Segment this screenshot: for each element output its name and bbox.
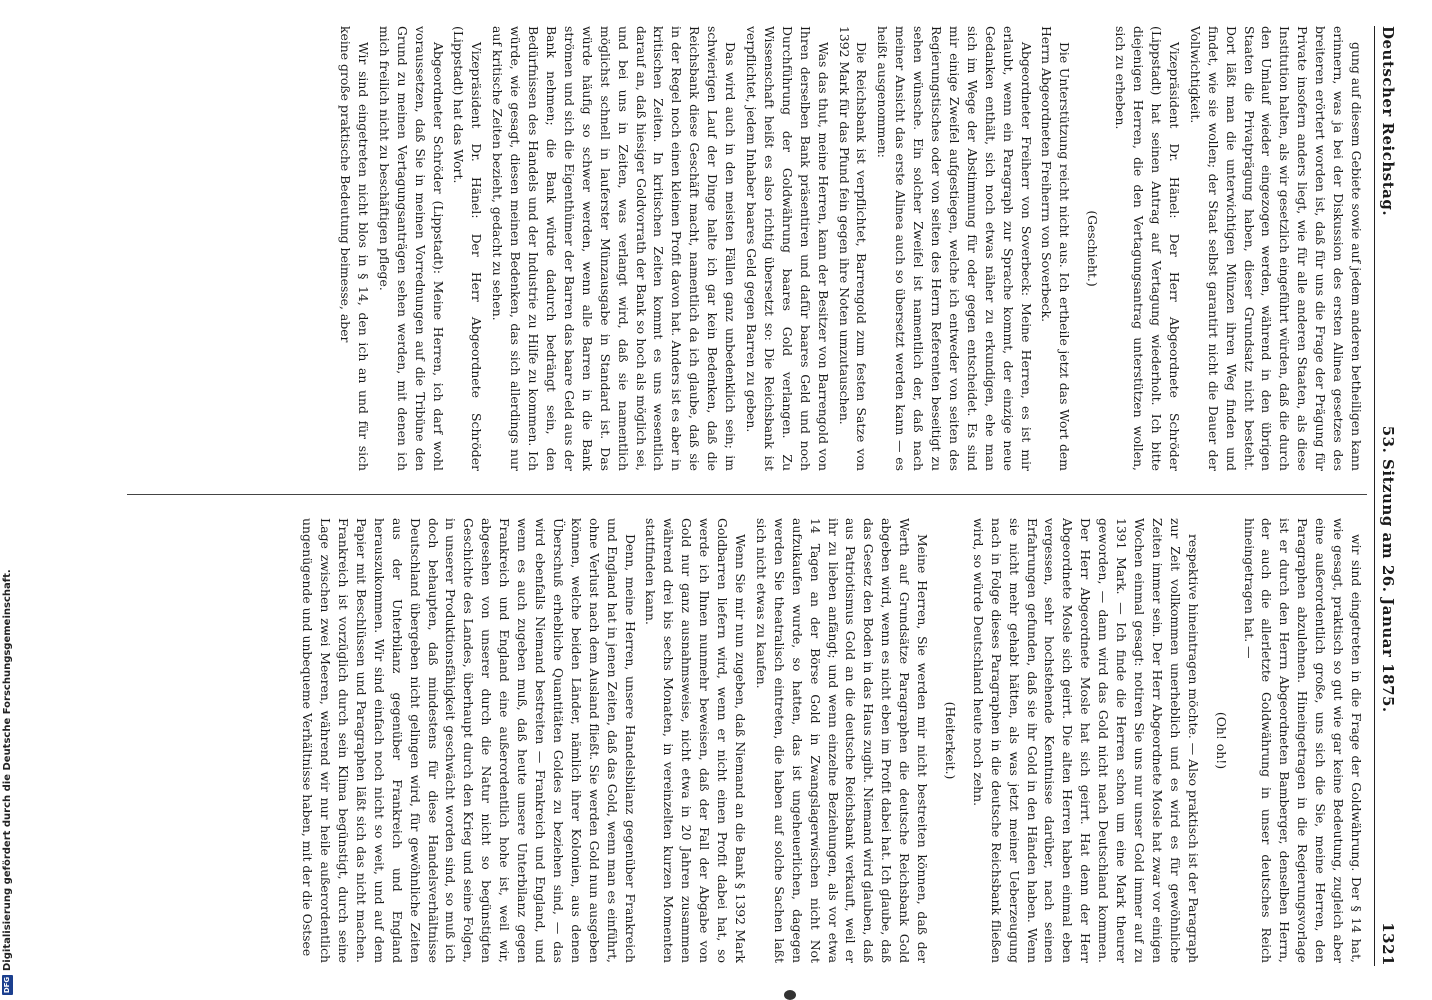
paragraph: Wenn Sie mir nun zugeben, daß Niemand an die Bank § 1392 Mark Goldbarren liefern wird, wenn er nicht einen Profit dabei hat, so werde ich Ihnen nunmehr beweisen, daß der Fall der Abgabe von Gold nur ganz ausnahmsweise, nicht etwa in 20 Jahren zusammen während drei bis sechs Monaten, in vereinzelten kurzen Momenten stattfinden kann. (643, 518, 748, 963)
header-center: 53. Sitzung am 26. Januar 1875. (1379, 425, 1397, 713)
paragraph: Vizepräsident Dr. Hänel: Der Herr Abgeordnete Schröder (Lippstadt) hat seinen Antrag auf Vertagung wiederholt. Ich bitte diejenigen Herren, die den Vertagungsantrag unterstützen wollen, sich zu erheben. (1113, 26, 1182, 471)
header-left: Deutscher Reichstag. (1379, 26, 1397, 217)
header-rule (1374, 26, 1375, 966)
ink-blot (784, 990, 796, 1000)
paragraph: Was das thut, meine Herren, kann der Besitzer von Barrengold von Ihren derselben Bank präsentiren und dafür baares Geld und noch Durchführung der Goldwährung baares Gold verlangen. Zu Wissenschaft heißt es also richtig übersetzt so: Die Reichsbank ist verpflichtet, jedem Inhaber baares Geld gegen Barren zu geben. (744, 26, 831, 471)
paragraph: Vizepräsident Dr. Hänel: Der Herr Abgeordnete Schröder (Lippstadt) hat das Wort. (451, 26, 485, 471)
paragraph: Meine Herren, Sie werden mir nicht bestreiten können, daß der Werth auf Grundsätze Paragraphen die deutsche Reichsbank Gold abgeben wird, wenn es nicht eben im Profit dabei hat. Ich glaube, daß das Gesetz den Boden in das Haus zugibt. Niemand wird glauben, daß aus Patriotismus Gold an die deutsche Reichsbank verkauft, weil er ihr zu lieben anfängt; und wenn einzelne Beziehungen, als vor etwa 14 Tagen an der Börse Gold in Zwangslagerwischen nicht Not aufzukaufen wurde, so hatten, das ist ungeheuerlichen, dagegen werden Sie theatralisch eintreten, die haben auf solche Sachen laßt sich nicht etwas zu kaufen. (753, 518, 931, 963)
rotated-page (105, 26, 1405, 966)
stage-direction: (Heiterkeit.) (942, 701, 958, 780)
paragraph: wir sind eingetreten in die Frage der Goldwährung. Der § 14 hat, wie gesagt, praktisch so gut wie gar keine Bedeutung, zugleich aber eine außerordentlich große, uns sich die Sie, meine Herren, den Paragraphen abzulehnen. Hineingetragen in die Regierungsvorlage ist er durch den Herrn Abgeordneten Bamberger, denselben Herrn, der auch die allerletzte Goldwährung in unser deutsches Reich hineingetragen hat. — (1241, 518, 1364, 963)
dfg-logo-icon: DFG (3, 976, 11, 994)
paragraph: Denn, meine Herren, unsere Handelsbilanz gegenüber Frankreich und England hat in jenen Zeiten, daß das Gold, wenn man es einführt, ohne Verlust nach dem Ausland fließt. Sie werden Gold nun ausgeben können, welche beiden Länder, nämlich ihrer Kolonien, aus denen Überschuß erhebliche Quantitäten Goldes zu beziehen sind, — das wird ebenfalls Niemand bestreiten — Frankreich und England, und wenn es auch zugeben muß, daß heute unsere Unterbilanz gegen Frankreich und England eine außerordentlich hohe ist, weil wir, abgesehen von unserer durch die Natur nicht so begünstigten Geschichte des Landes, überhaupt durch den Krieg und seine Folgen, in unserer Produktionsfähigkeit geschwächt worden sind, so muß ich doch behaupten, daß mindestens für diese Handelsverhältnisse Deutschland übergeben nicht gelingen wird, für gewöhnliche Zeiten aus der Unterbilanz gegenüber Frankreich und England herauszukommen. Wir sind einfach noch nicht so weit, und auf dem Papier mit Beschlüssen und Paragraphen läßt sich das nicht machen. Frankreich ist vorzüglich durch sein Klima begünstigt, durch seine Lage zwischen zwei Meeren, während wir nur heile außerordentlich ungenügende und unbequeme Verhältnisse haben, mit der die Ostsee (300, 518, 638, 963)
paragraph: Die Reichsbank ist verpflichtet, Barrengold zum festen Satze von 1392 Mark für das Pfund fein gegen ihre Noten umzutauschen. (836, 26, 870, 471)
column-divider (127, 494, 1367, 495)
left-column (115, 26, 1365, 471)
credit-line (2, 569, 13, 995)
page-number: 1321 (1379, 922, 1397, 966)
stage-direction: (Oh! oh!) (1213, 711, 1229, 770)
credit-text: Digitalisierung gefördert durch die Deutsche Forschungsgemeinschaft. (2, 569, 13, 971)
paragraph: gung auf diesem Gebiete sowie auf jedem anderen betheiligen kann erinnern, was ja bei der Diskussion des ersten Alinea gesetzes des breiteren erörtert worden ist, daß für uns die Frage der Prägung für Private insofern anders liegt, wie für alle anderen Staaten, als diese Institution halten, als wir gesetzlich eingeführt würden, daß die durch den Umlauf wieder eingezogen werden, während in den übrigen Staaten die Privatprägung haben, dieser Grundsatz nicht besteht. Dort läßt man die unterwichtigen Münzen ihren Weg finden und findet, wie sie wollen; der Staat selbst garantirt nicht die Dauer der Vollwichtigkeit. (1187, 26, 1364, 471)
right-column (115, 518, 1365, 963)
paragraph: Die Unterstützung reicht nicht aus. Ich ertheile jetzt das Wort dem Herrn Abgeordneten Freiherrn von Soverbeck. (1039, 26, 1073, 471)
paragraph: Das wird auch in den meisten Fällen ganz unbedenklich sein; im schwierigen Lauf der Dinge halte ich gar kein Bedenken, daß die Reichsbank diese Geschäft macht, namentlich da ich glaube, daß sie in der Regel noch einen kleinen Profit davon hat. Anders ist es aber in kritischen Zeiten. In kritischen Zeiten kommt es uns wesentlich darauf an, daß hiesiger Goldvorrath der Bank so hoch als möglich sei, und bei uns in Zeiten, was verlangt wird, daß sie namentlich möglichst schnell in lauferster Münzausgabe in Standard ist. Das würde häufig so schwer werden, wenn alle Barren in die Bank strömen und sich die Eigenthümer der Barren das baare Geld aus der Bank nehmen; die Bank würde dadurch bedrängt sein, den Bedürfnissen des Handels und der Industrie zu Hilfe zu kommen. Ich würde, wie gesagt, diesen meinen Bedenken, das sich allerdings nur auf kritische Zeiten bezieht, gedacht zu sehen. (490, 26, 739, 471)
paragraph: Abgeordneter Freiherr von Soverbeck: Meine Herren, es ist mir erlaubt, wenn ein Paragraph zur Sprache kommt, der einzige neue Gedanken enthält, sich noch etwas näher zu erkundigen, ehe man sich im Wege der Abstimmung für oder gegen entscheidet. Es sind mir einige Zweifel aufgestiegen, welche ich entweder von seiten des Regierungstisches oder von seiten des Herrn Referenten beseitigt zu sehen wünsche. Ein solcher Zweifel ist namentlich der, daß nach meiner Ansicht das erste Alinea auch so übersetzt werden kann — es heißt ausgenommen: (875, 26, 1034, 471)
paragraph: Wir sind eingetreten nicht blos in § 14, den ich an und für sich keine große praktische Bedeutung beimesse, aber (338, 26, 371, 471)
stage-direction: (Geschieht.) (1085, 210, 1101, 287)
paragraph: respektive hineintragen möchte. — Also praktisch ist der Paragraph zur Zeit vollkommen unerheblich und es wird es für gewöhnliche Zeiten immer sein. Der Herr Abgeordnete Mosle hat zwar vor einigen Wochen einmal gesagt: notiren Sie uns nur unser Gold immer auf zu 1391 Mark. — Ich finde die Herren schon um eine Mark theurer geworden, — dann wird das Gold nicht nach Deutschland kommen. Der Herr Abgeordnete Mosle hat sich geirrt. Hat denn der Herr Abgeordnete Mosle sich geirrt. Die alten Herren haben einmal eben vergessen, sehr hochstehende Kenntnisse darüber, nach seinen Erfahrungen gefunden, daß sie ihr Gold in den Händen haben. Wenn sie nicht mehr gehabt hätten, als was jetzt meiner Ueberzeugung nach in Folge dieses Paragraphen in die deutsche Reichsbank fließen wird, so würde Deutschland heute noch zehn. (970, 518, 1201, 963)
page-header (1379, 26, 1405, 966)
paragraph: Abgeordneter Schröder (Lippstadt): Meine Herren, ich darf wohl voraussetzen, daß Sie in meinen Vorrednungen auf die Tribüne den Grund zu meinen Vertagungsanträgen sehen werden, mit denen ich mich freilich nicht zu beschäftigen pflege. (376, 26, 446, 471)
